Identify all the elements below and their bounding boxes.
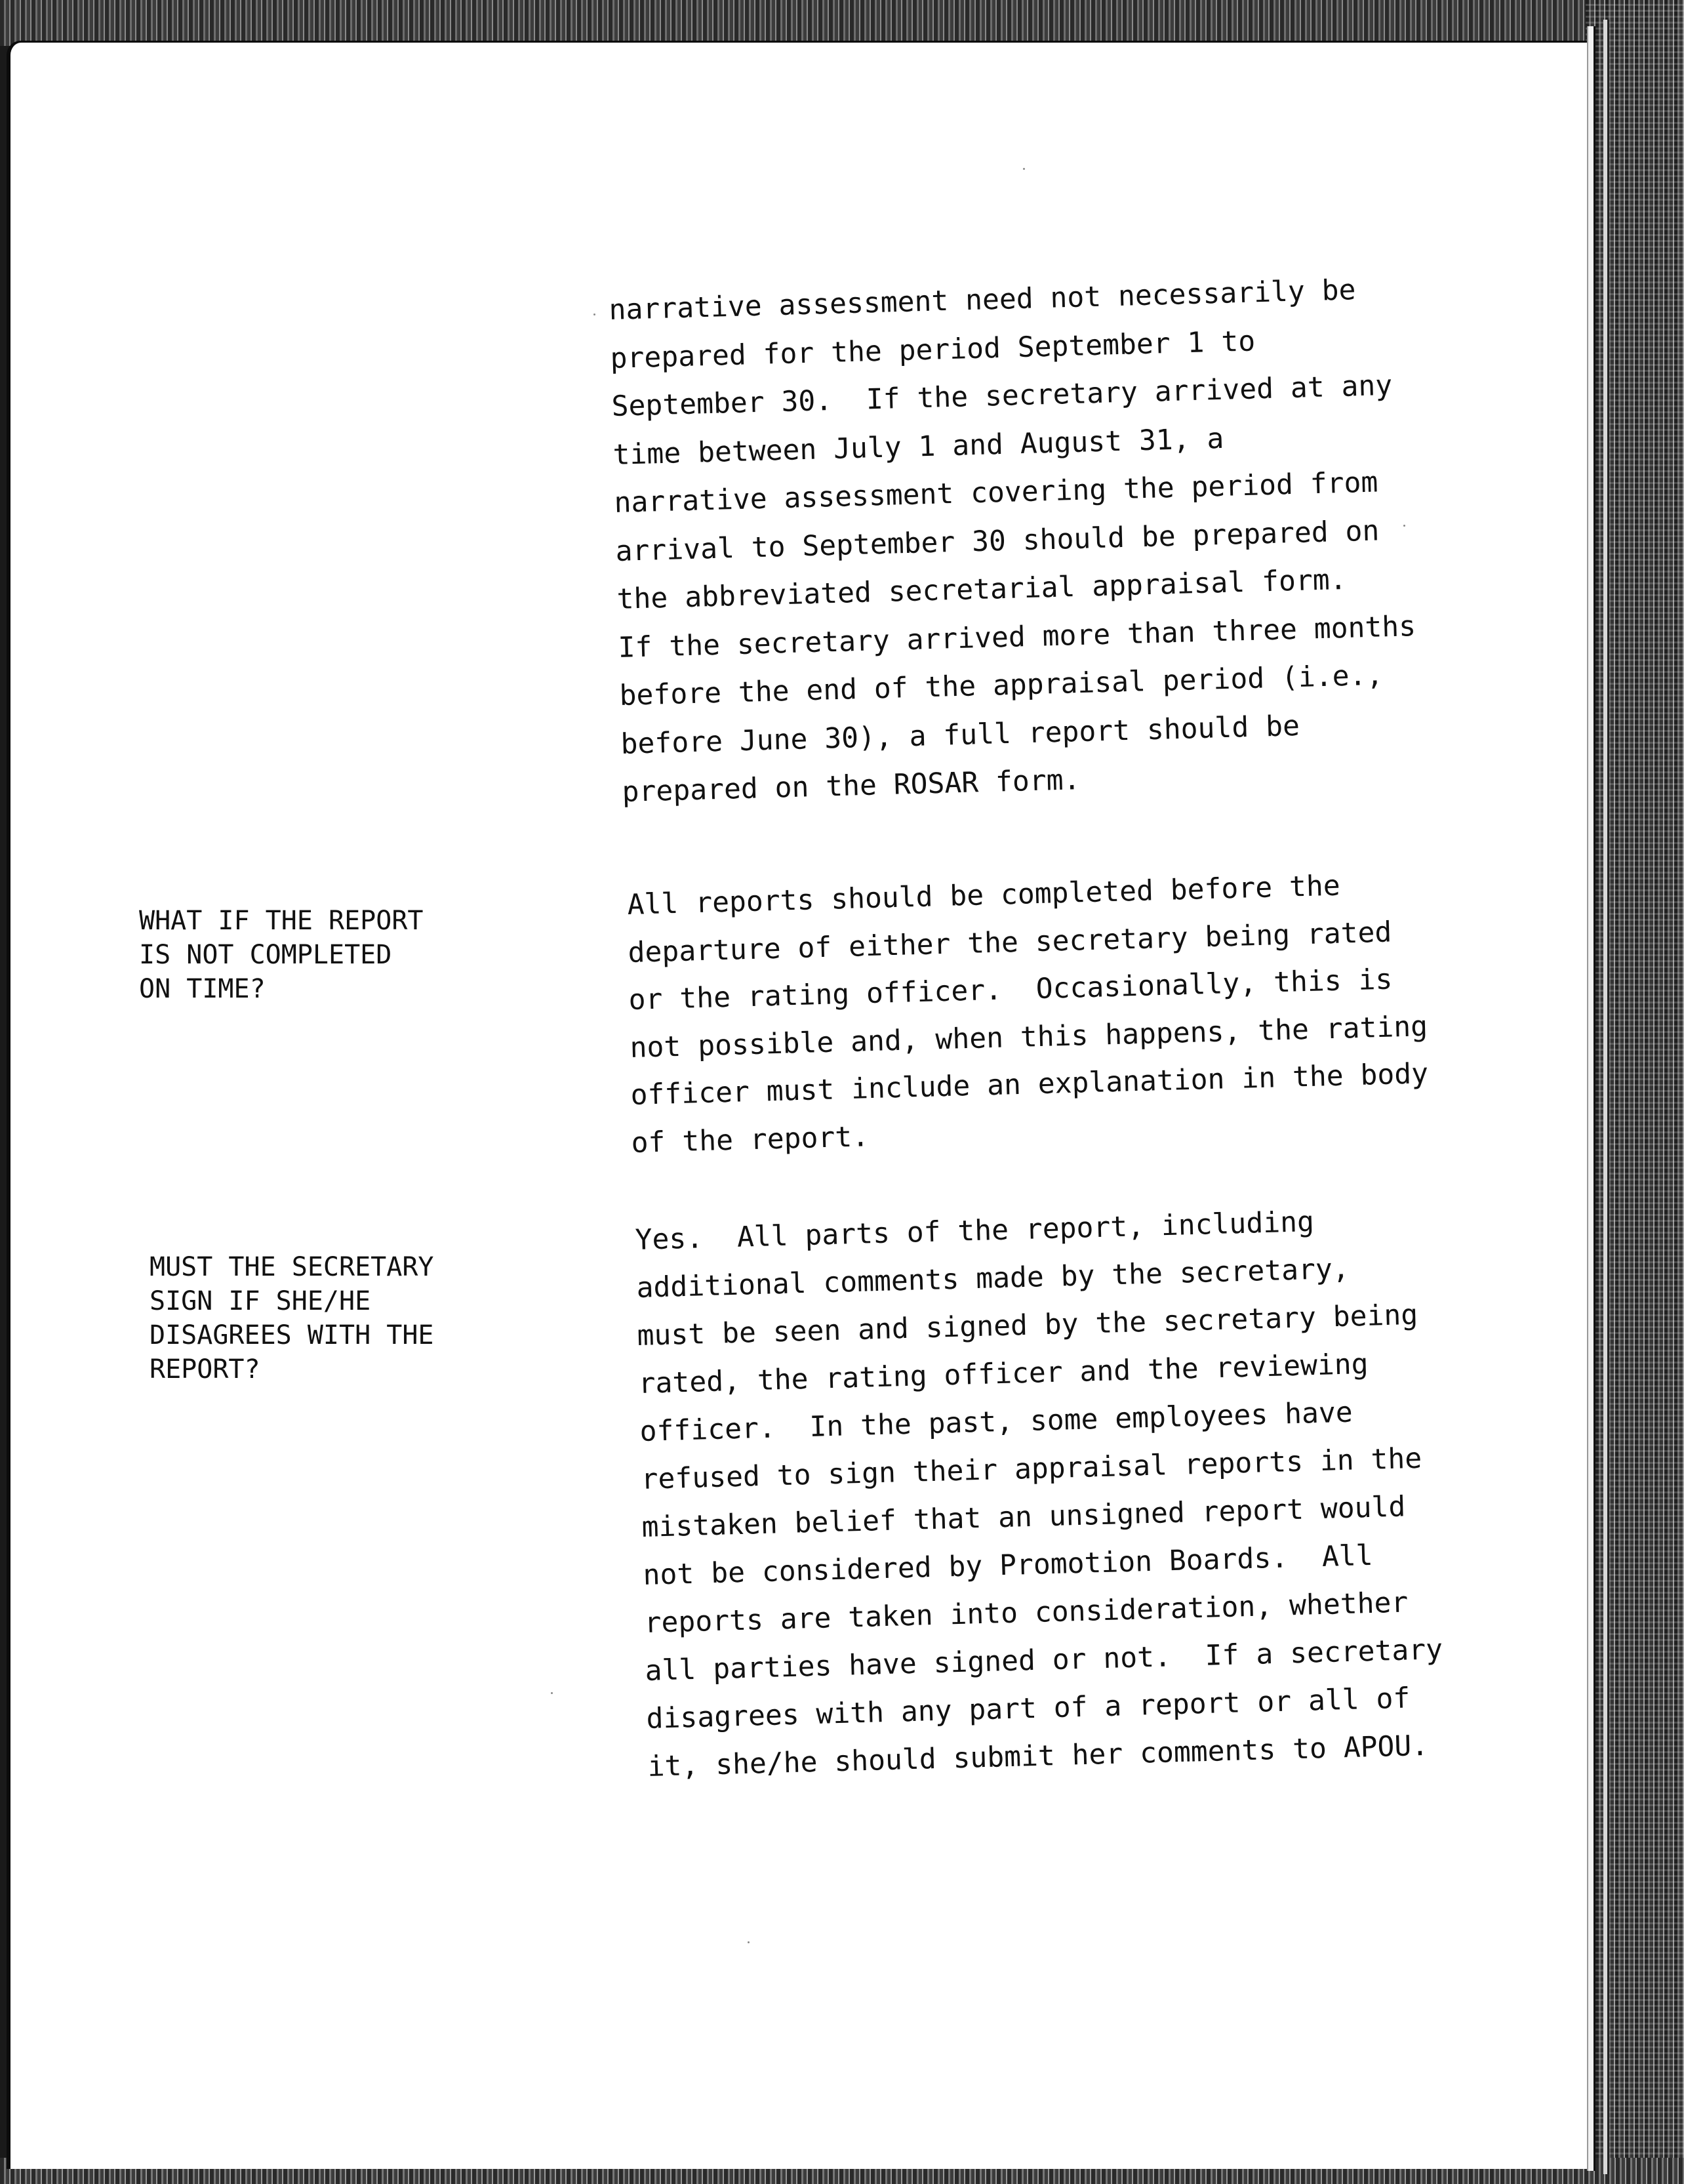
paragraph-line: must be seen and signed by the secretary being bbox=[637, 1298, 1419, 1352]
paragraph-line: departure of either the secretary being rated bbox=[628, 915, 1393, 969]
paragraph-line: mistaken belief that an unsigned report would bbox=[641, 1490, 1407, 1544]
paragraph-line: prepared on the ROSAR form. bbox=[622, 763, 1081, 809]
paragraph-line: narrative assessment covering the period from bbox=[614, 466, 1378, 519]
paragraph-line: officer must include an explanation in the body bbox=[630, 1057, 1429, 1112]
paragraph-line: arrival to September 30 should be prepared on bbox=[615, 514, 1380, 568]
paragraph-line: narrative assessment need not necessarily be bbox=[609, 273, 1357, 327]
scan-border-top bbox=[0, 0, 1684, 46]
scan-speck bbox=[593, 313, 595, 315]
paragraph-line: reports are taken into consideration, whether bbox=[643, 1586, 1409, 1640]
paragraph-line: time between July 1 and August 31, a bbox=[612, 422, 1224, 472]
scan-border-right bbox=[1586, 0, 1684, 2184]
paragraph-line: all parties have signed or not. If a secretary bbox=[645, 1633, 1443, 1688]
paragraph-line: the abbreviated secretarial appraisal form. bbox=[616, 563, 1348, 616]
paragraph-line: before the end of the appraisal period (i.e., bbox=[619, 658, 1384, 712]
paragraph-line: September 30. If the secretary arrived at any bbox=[611, 369, 1393, 423]
paragraph-line: additional comments made by the secretary, bbox=[635, 1252, 1350, 1304]
page-edge bbox=[1603, 20, 1609, 2174]
margin-question: MUST THE SECRETARY SIGN IF SHE/HE DISAGREES WITH THE REPORT? bbox=[150, 1252, 434, 1385]
margin-question: WHAT IF THE REPORT IS NOT COMPLETED ON TIME? bbox=[139, 906, 424, 1004]
paragraph-line: officer. In the past, some employees have bbox=[639, 1396, 1353, 1448]
paragraph-line: or the rating officer. Occasionally, this is bbox=[628, 963, 1393, 1017]
scan-speck bbox=[748, 1941, 750, 1943]
paragraph-line: If the secretary arrived more than three months bbox=[618, 609, 1416, 664]
paragraph-line: it, she/he should submit her comments to APOU. bbox=[647, 1729, 1429, 1783]
paragraph-line: refused to sign their appraisal reports in the bbox=[640, 1442, 1422, 1496]
scan-speck bbox=[551, 1692, 553, 1694]
page-edge bbox=[1587, 26, 1595, 2171]
paragraph-line: rated, the rating officer and the reviewing bbox=[638, 1347, 1369, 1400]
paragraph-line: before June 30), a full report should be bbox=[620, 709, 1300, 761]
scan-speck bbox=[1403, 525, 1405, 527]
paragraph-line: prepared for the period September 1 to bbox=[610, 324, 1256, 375]
paragraph-line: disagrees with any part of a report or all of bbox=[646, 1682, 1411, 1735]
paragraph-line: All reports should be completed before the bbox=[627, 869, 1341, 921]
paragraph-line: not possible and, when this happens, the rating bbox=[629, 1009, 1428, 1064]
paragraph-line: of the report. bbox=[631, 1120, 870, 1160]
paragraph-line: Yes. All parts of the report, including bbox=[635, 1205, 1315, 1257]
paragraph-line: not be considered by Promotion Boards. All bbox=[642, 1539, 1374, 1592]
scan-speck bbox=[1023, 168, 1025, 170]
